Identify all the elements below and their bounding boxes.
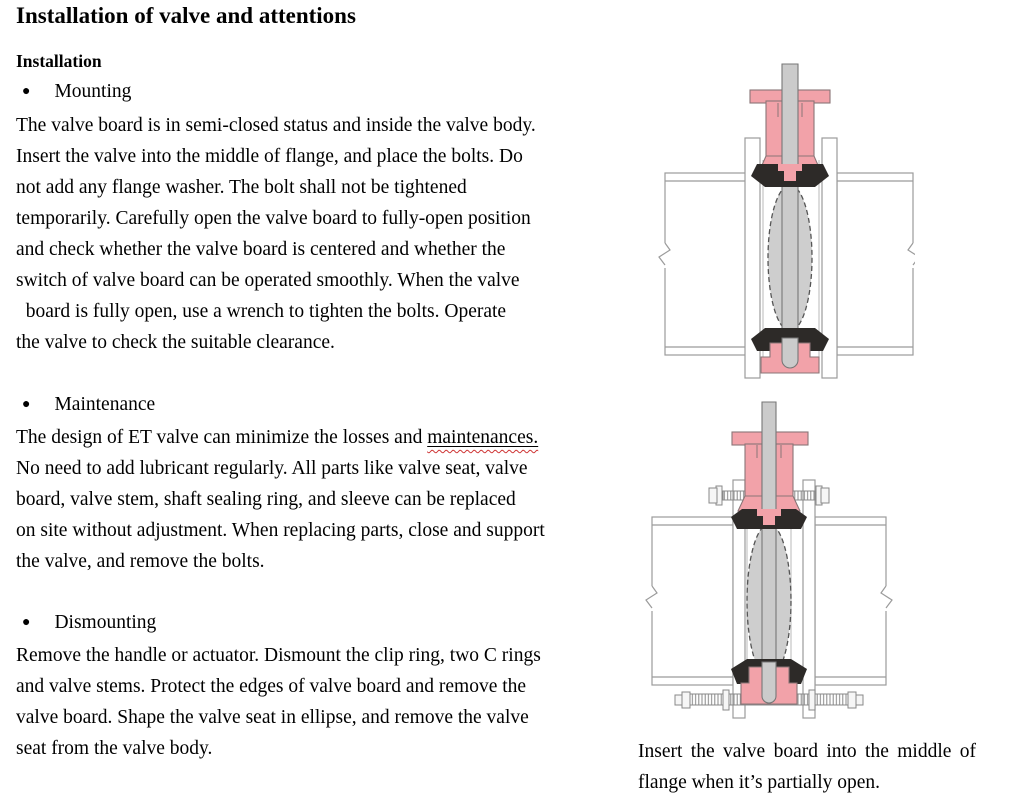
bullet-icon: ● — [22, 84, 31, 99]
valve-stem — [762, 402, 776, 701]
text-line: Remove the handle or actuator. Dismount the clip ring, two C rings — [16, 645, 541, 666]
text-line: the valve to check the suitable clearance. — [16, 332, 335, 353]
text-line: on site without adjustment. When replacing parts, close and support — [16, 520, 545, 541]
text-line: board, valve stem, shaft sealing ring, and sleeve can be replaced — [16, 489, 516, 510]
text-line: temporarily. Carefully open the valve board to fully-open position — [16, 208, 531, 229]
mounting-paragraph — [16, 110, 616, 358]
caption-line: Insert the valve board into the middle of — [638, 741, 977, 762]
page-title: Installation of valve and attentions — [16, 3, 356, 28]
valve-figure-semi-closed — [645, 60, 915, 390]
figure-caption — [638, 736, 1006, 798]
text-line: and check whether the valve board is centered and whether the — [16, 239, 506, 260]
text-line: the valve, and remove the bolts. — [16, 551, 265, 572]
text-line: Insert the valve into the middle of flange, and place the bolts. Do — [16, 146, 523, 167]
text-line: switch of valve board can be operated smoothly. When the valve — [16, 270, 520, 291]
stem-tip — [782, 338, 798, 368]
dismounting-heading: Dismounting — [54, 612, 157, 633]
section-subtitle: Installation — [16, 51, 102, 71]
caption-line: flange when it’s partially open. — [638, 772, 881, 793]
mounting-heading: Mounting — [54, 81, 132, 102]
bullet-icon: ● — [22, 397, 31, 412]
text-line: valve board. Shape the valve seat in ellipse, and remove the valve — [16, 707, 529, 728]
dismounting-paragraph — [16, 640, 616, 764]
text-line: The valve board is in semi-closed status and inside the valve body. — [16, 115, 536, 136]
mounting-heading-row — [22, 80, 131, 104]
text-line — [16, 422, 616, 453]
text-line: seat from the valve body. — [16, 738, 213, 759]
stem-tip — [762, 662, 776, 703]
text-line: No need to add lubricant regularly. All parts like valve seat, valve — [16, 458, 528, 479]
maintenance-paragraph — [16, 422, 616, 577]
bullet-icon: ● — [22, 615, 31, 630]
text-segment: The design of ET valve can minimize the losses and — [16, 427, 428, 448]
text-line: not add any flange washer. The bolt shall not be tightened — [16, 177, 467, 198]
text-line: and valve stems. Protect the edges of valve board and remove the — [16, 676, 527, 697]
dismounting-heading-row — [22, 611, 156, 635]
text-line: board is fully open, use a wrench to tighten the bolts. Operate — [16, 301, 507, 322]
spellcheck-flagged-word: maintenances. — [427, 427, 539, 448]
valve-stem — [782, 64, 798, 366]
maintenance-heading-row — [22, 393, 155, 417]
valve-figure-partially-open — [630, 398, 900, 746]
maintenance-heading: Maintenance — [54, 394, 156, 415]
